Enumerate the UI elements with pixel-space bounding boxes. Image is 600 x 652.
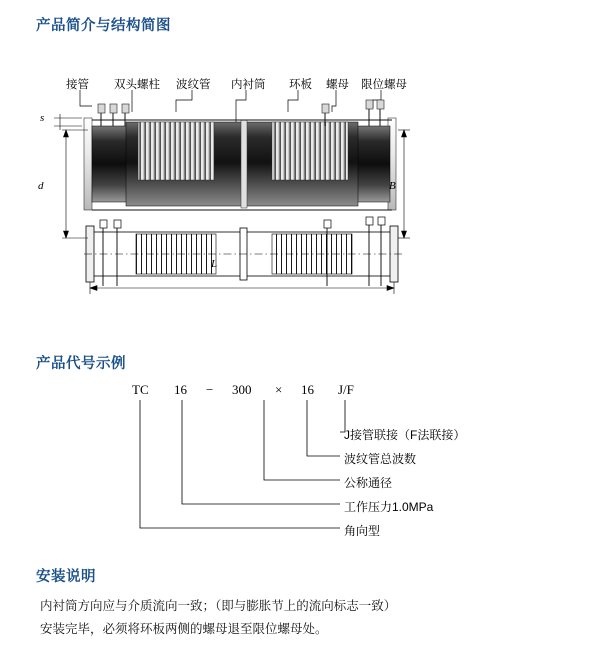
code-token-type: TC: [132, 382, 149, 397]
structure-diagram: [36, 60, 556, 300]
diagram-drawing: [36, 60, 556, 300]
code-token-waves: 16: [301, 382, 314, 397]
dimension-label-d: d: [38, 180, 44, 192]
code-desc-waves: 波纹管总波数: [344, 452, 417, 466]
code-desc-pressure: 工作压力1.0MPa: [344, 500, 434, 514]
code-desc-type: 角向型: [344, 524, 381, 538]
section-title-intro: 产品简介与结构简图: [36, 18, 171, 34]
dimension-label-B: B: [389, 180, 396, 192]
callout-label-0: 接管: [66, 79, 89, 91]
code-token-dash: −: [206, 382, 214, 397]
install-notes: [40, 598, 560, 644]
code-leader-lines: [36, 382, 556, 542]
callout-label-3: 内衬筒: [231, 79, 266, 91]
code-token-pressure: 16: [174, 382, 187, 397]
callout-label-1: 双头螺柱: [114, 79, 160, 91]
callout-label-6: 限位螺母: [361, 79, 407, 91]
callout-label-5: 螺母: [326, 79, 349, 91]
callout-label-4: 环板: [289, 79, 312, 91]
install-note-line-2: 安装完毕，必须将环板两侧的螺母退至限位螺母处。: [40, 622, 328, 636]
code-desc-joint: J接管联接（F法联接）: [344, 428, 466, 442]
product-code-example: [36, 382, 556, 542]
callout-label-2: 波纹管: [176, 79, 211, 91]
dimension-label-s: s: [40, 112, 45, 124]
code-token-times: ×: [275, 382, 283, 397]
section-title-code: 产品代号示例: [36, 356, 126, 372]
code-desc-diameter: 公称通径: [344, 476, 393, 490]
install-note-line-1: 内衬筒方向应与介质流向一致；（即与膨胀节上的流向标志一致）: [40, 599, 397, 613]
dimension-label-L: L: [211, 258, 218, 270]
code-token-diameter: 300: [232, 382, 252, 397]
code-token-joint: J/F: [338, 382, 354, 397]
section-title-install: 安装说明: [36, 569, 96, 585]
